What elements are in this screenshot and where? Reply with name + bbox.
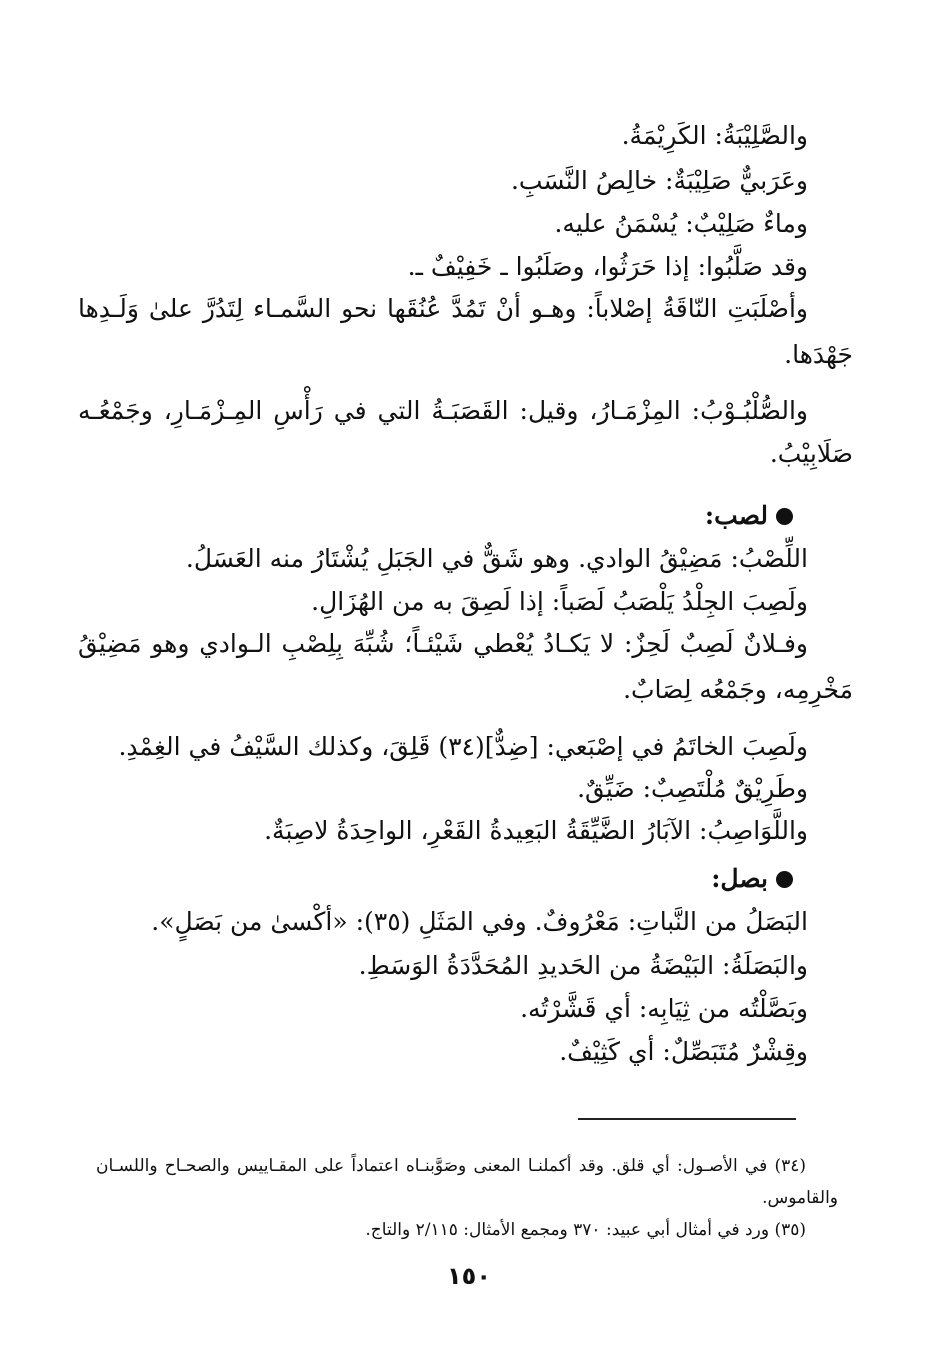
entry-line: البَصَلُ من النَّباتِ: مَعْرُوفٌ. وفي المَثَلِ (٣٥): «أكْسىٰ من بَصَلٍ». — [151, 907, 808, 936]
entry-line: وقد صَلَّبُوا: إذا حَرَثُوا، وصَلَبُوا ـ خَفِيْفٌ ـ. — [407, 252, 808, 281]
heading-label: بصل: — [711, 864, 768, 893]
footnote-34-continued: والقاموس. — [762, 1188, 838, 1208]
bullet-icon — [776, 508, 793, 525]
entry-line: وقِشْرٌ مُتَبَصِّلٌ: أي كَثِيْفٌ. — [559, 1037, 808, 1066]
entry-line: صَلَابِيْبُ. — [769, 439, 853, 468]
page-number: ١٥٠ — [447, 1262, 491, 1290]
footnote-35: (٣٥) ورد في أمثال أبي عبيد: ٣٧٠ ومجمع الأمثال: ٢/١١٥ والتاج. — [365, 1220, 806, 1240]
entry-line: ولَصِبَ الجِلْدُ يَلْصَبُ لَصَباً: إذا لَصِقَ به من الهُزَالِ. — [311, 587, 808, 616]
entry-line: واللَّوَاصِبُ: الآبَارُ الضَّيِّقَةُ البَعِيدةُ القَعْرِ، الواحِدَةُ لاصِبَةٌ. — [264, 816, 808, 845]
heading-label: لصب: — [704, 501, 768, 530]
entry-line: ولَصِبَ الخاتَمُ في إصْبَعي: [ضِدٌّ](٣٤) قَلِقَ، وكذلك السَّيْفُ في الغِمْدِ. — [118, 732, 808, 761]
bullet-icon — [776, 871, 793, 888]
section-heading — [711, 860, 793, 898]
entry-line: والبَصَلَةُ: البَيْضَةُ من الحَديدِ المُحَدَّدَةُ الوَسَطِ. — [358, 951, 808, 980]
entry-line: وفـلانٌ لَصِبٌ لَحِزٌ: لا يَكـادُ يُعْطي شَيْئـاً؛ شُبِّهَ بِلِصْبِ الـوادي وهو مَضِيْقُ — [78, 629, 808, 658]
footnote-34: (٣٤) في الأصـول: أي قلق. وقد أكملنـا المعنى وصَوَّبنـاه اعتماداً على المقـاييس والصحـاح واللسـان — [96, 1156, 806, 1176]
entry-line: جَهْدَها. — [784, 340, 853, 369]
entry-line: وطَرِيْقٌ مُلْتَصِبٌ: ضَيِّقٌ. — [577, 774, 808, 803]
entry-line: وبَصَّلْتُه من ثِيَابِه: أي قَشَّرْتُه. — [520, 994, 808, 1023]
section-heading — [705, 497, 793, 535]
footnote-divider — [578, 1118, 796, 1120]
entry-line: والصُّلْبُـوْبُ: المِزْمَـارُ، وقيل: القَصَبَـةُ التي في رَأْسِ المِـزْمَـارِ، وجَمْعُـه — [78, 396, 808, 425]
entry-line: وعَرَبيٌّ صَلِيْبَةٌ: خالِصُ النَّسَبِ. — [510, 166, 808, 195]
entry-line: اللِّصْبُ: مَضِيْقُ الوادي. وهو شَقٌّ في الجَبَلِ يُشْتَارُ منه العَسَلُ. — [185, 544, 808, 573]
entry-line: والصَّلِيْبَةُ: الكَرِيْمَةُ. — [621, 121, 808, 150]
entry-line: وأصْلَبَتِ النّاقَةُ إصْلاباً: وهـو أنْ تَمُدَّ عُنُقَها نحو السَّمـاء لِتَدُرَّ علىٰ وَلَـدِها — [78, 294, 808, 323]
entry-line: مَخْرِمِه، وجَمْعُه لِصَابٌ. — [623, 675, 853, 704]
entry-line: وماءٌ صَلِيْبٌ: يُسْمَنُ عليه. — [554, 209, 808, 238]
